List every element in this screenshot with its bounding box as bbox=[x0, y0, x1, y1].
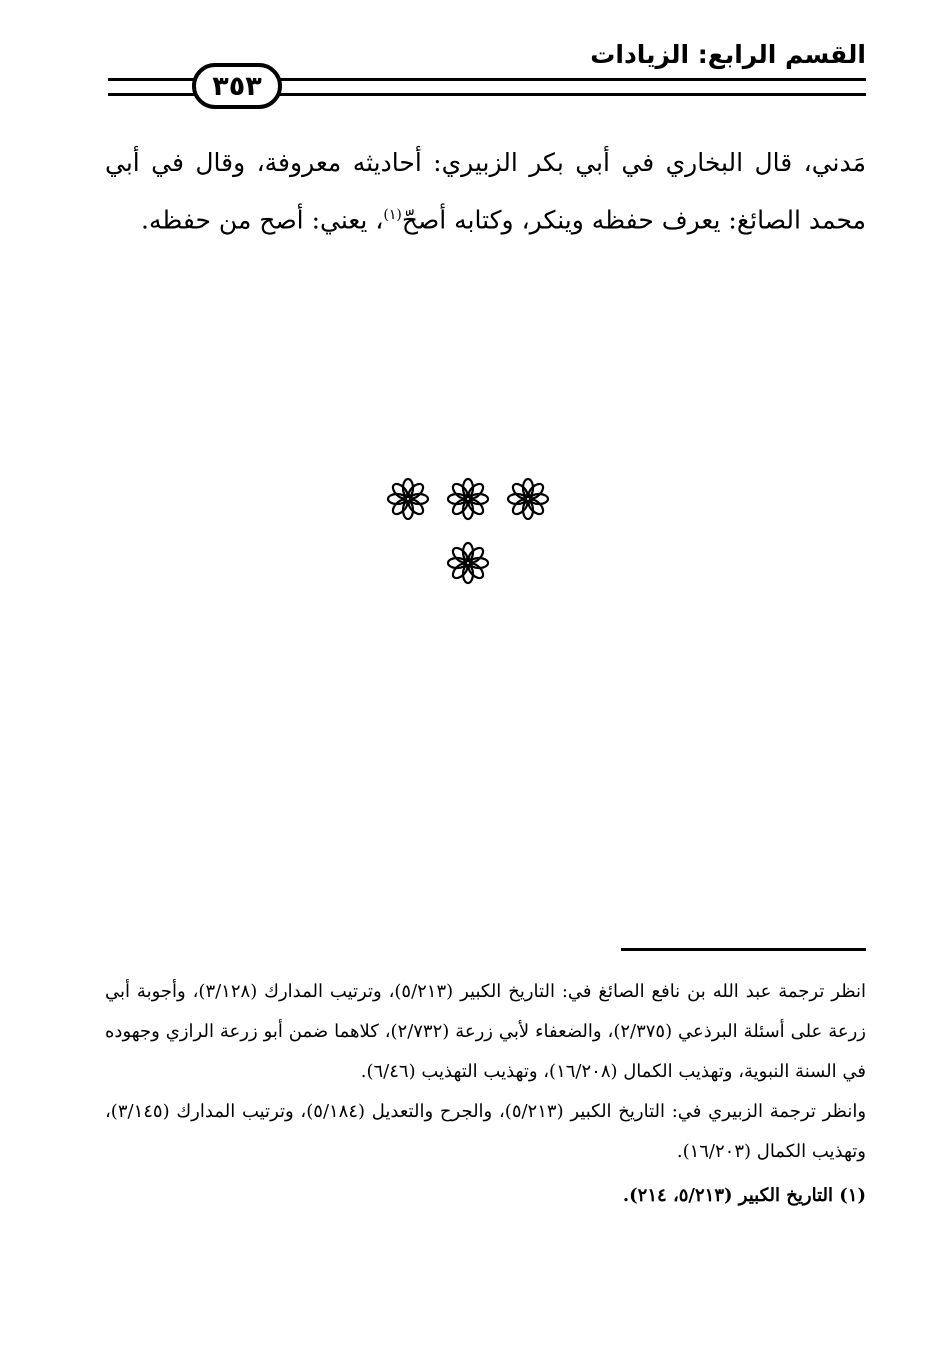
page-number: ٣٥٣ bbox=[212, 70, 262, 102]
flower-ornament-icon bbox=[446, 541, 490, 585]
footnotes bbox=[105, 972, 866, 1216]
footnote-unnumbered-1: انظر ترجمة عبد الله بن نافع الصائغ في: التاريخ الكبير (٥/٢١٣)، وترتيب المدارك (٣/١٢٨)، وأجوبة أبي زرعة على أسئلة البرذعي (٢/٣٧٥)، والضعفاء لأبي زرعة (٢/٧٣٢)، كلاهما ضمن أبو زرعة الرازي وجهوده في السنة النبوية، وتهذيب الكمال (١٦/٢٠٨)، وتهذيب التهذيب (٦/٤٦). bbox=[105, 981, 866, 1082]
footnote-separator bbox=[621, 948, 866, 951]
flower-ornament-icon bbox=[506, 477, 550, 521]
body-paragraph bbox=[105, 136, 866, 246]
flower-ornament-icon bbox=[386, 477, 430, 521]
section-title: القسم الرابع: الزيادات bbox=[590, 40, 866, 69]
body-text-tail: ، يعني: أصح من حفظه. bbox=[141, 205, 384, 235]
body-text-main: مَدني، قال البخاري في أبي بكر الزبيري: أحاديثه معروفة، وقال في أبي محمد الصائغ: يعرف حفظه وينكر، وكتابه أصحّ bbox=[105, 148, 866, 235]
footnote-1: (١) التاريخ الكبير (٥/٢١٣، ٢١٤). bbox=[622, 1185, 866, 1206]
footnote-unnumbered-2: وانظر ترجمة الزبيري في: التاريخ الكبير (٥/٢١٣)، والجرح والتعديل (٥/١٨٤)، وترتيب المدارك (٣/١٤٥)، وتهذيب الكمال (١٦/٢٠٣). bbox=[105, 1101, 867, 1162]
flower-ornament-icon bbox=[446, 477, 490, 521]
page-number-badge bbox=[192, 63, 282, 109]
footnote-reference: (١) bbox=[383, 207, 402, 223]
